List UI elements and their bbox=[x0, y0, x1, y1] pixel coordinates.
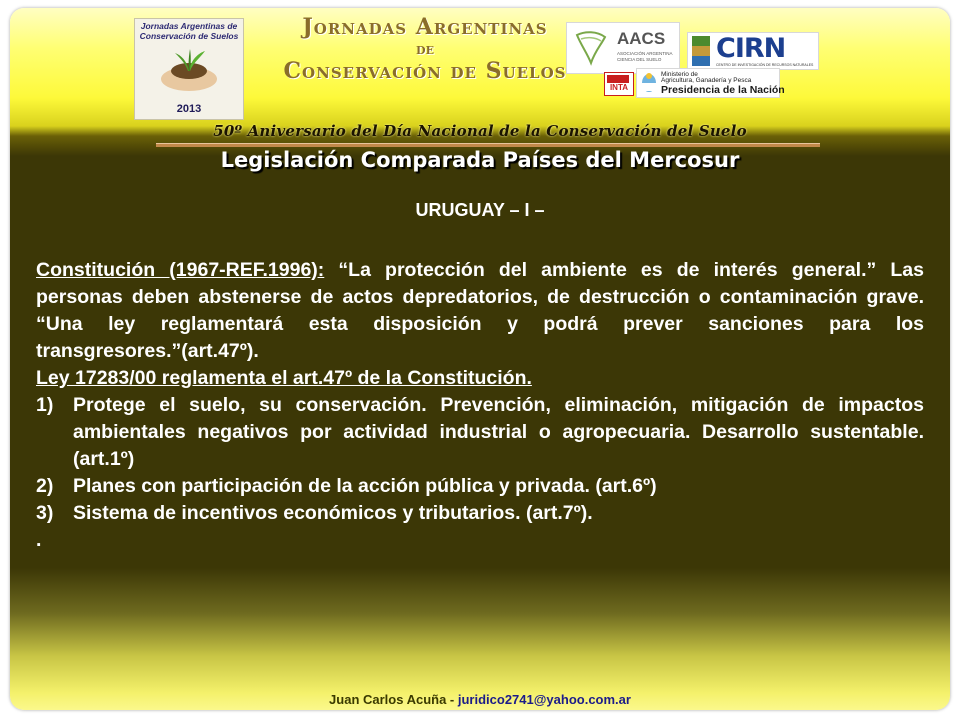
ministry-logo bbox=[636, 68, 785, 98]
jornadas-logo bbox=[134, 18, 244, 120]
constitution-label: Constitución (1967-REF.1996): bbox=[36, 259, 325, 281]
cirn-subtitle: CENTRO DE INVESTIGACIÓN DE RECURSOS NATURALES bbox=[716, 63, 814, 67]
aacs-logo bbox=[566, 22, 680, 74]
event-title-line2: de bbox=[416, 40, 434, 58]
inta-name: INTA bbox=[609, 83, 629, 92]
inta-logo bbox=[604, 72, 634, 96]
footer-credit bbox=[10, 692, 950, 707]
list-item-text: Protege el suelo, su conservación. Prevención, eliminación, mitigación de impactos ambientales negativos por actividad industrial o agropecuaria. Desarrollo sustentable.(art.1º) bbox=[73, 394, 924, 470]
list-item-number: 1) bbox=[36, 394, 54, 416]
ministry-line2: Agricultura, Ganadería y Pesca bbox=[661, 77, 752, 84]
header-divider bbox=[156, 143, 820, 147]
list-item bbox=[36, 392, 924, 473]
cirn-emblem-icon bbox=[692, 36, 710, 66]
anniversary-banner: 50º Aniversario del Día Nacional de la Conservación del Suelo bbox=[213, 122, 747, 140]
footer-author: Juan Carlos Acuña - bbox=[329, 692, 458, 707]
hands-with-plant-icon bbox=[157, 41, 221, 95]
list-item-number: 2) bbox=[36, 475, 54, 497]
slide bbox=[10, 8, 950, 710]
slide-subheading: URUGUAY – I – bbox=[415, 200, 545, 220]
trailing-dot: . bbox=[36, 529, 42, 551]
national-shield-icon bbox=[641, 72, 657, 93]
list-item-text: Planes con participación de la acción pública y privada. (art.6º) bbox=[73, 475, 657, 497]
aacs-name: AACS bbox=[617, 29, 666, 48]
event-title bbox=[260, 14, 590, 84]
event-title-line1: Jornadas Argentinas bbox=[302, 14, 548, 40]
logo-ring-text: Jornadas Argentinas de Conservación de Suelos bbox=[139, 21, 239, 41]
list-item bbox=[36, 500, 924, 527]
event-title-line3: Conservación de Suelos bbox=[283, 58, 567, 84]
cirn-name: CIRN bbox=[716, 33, 786, 64]
ministry-line1: Ministerio de bbox=[661, 71, 698, 78]
inta-bar bbox=[607, 75, 629, 83]
constitution-text: “La protección del ambiente es de interés general.” Las personas deben abstenerse de actos depredatorios, de destrucción o contaminación grave. “Una ley reglamentará esta disposición y podrá prever sanciones para los transgresores.”(art.47º). bbox=[36, 259, 924, 362]
slide-title: Legislación Comparada Países del Mercosur bbox=[220, 148, 740, 172]
ministry-line3: Presidencia de la Nación bbox=[661, 84, 785, 96]
argentina-map-icon bbox=[571, 29, 611, 67]
list-item-text: Sistema de incentivos económicos y tributarios. (art.7º). bbox=[73, 502, 593, 524]
logo-year: 2013 bbox=[176, 103, 202, 115]
list-item-number: 3) bbox=[36, 502, 54, 524]
law-items-list bbox=[36, 392, 924, 527]
footer-email-link[interactable]: juridico2741@yahoo.com.ar bbox=[457, 692, 631, 707]
law-heading: Ley 17283/00 reglamenta el art.47º de la Constitución. bbox=[36, 367, 532, 389]
constitution-paragraph bbox=[36, 257, 924, 365]
slide-body bbox=[36, 257, 924, 554]
list-item bbox=[36, 473, 924, 500]
aacs-subtitle: ASOCIACIÓN ARGENTINA CIENCIA DEL SUELO bbox=[617, 51, 673, 62]
cirn-logo bbox=[687, 32, 819, 70]
